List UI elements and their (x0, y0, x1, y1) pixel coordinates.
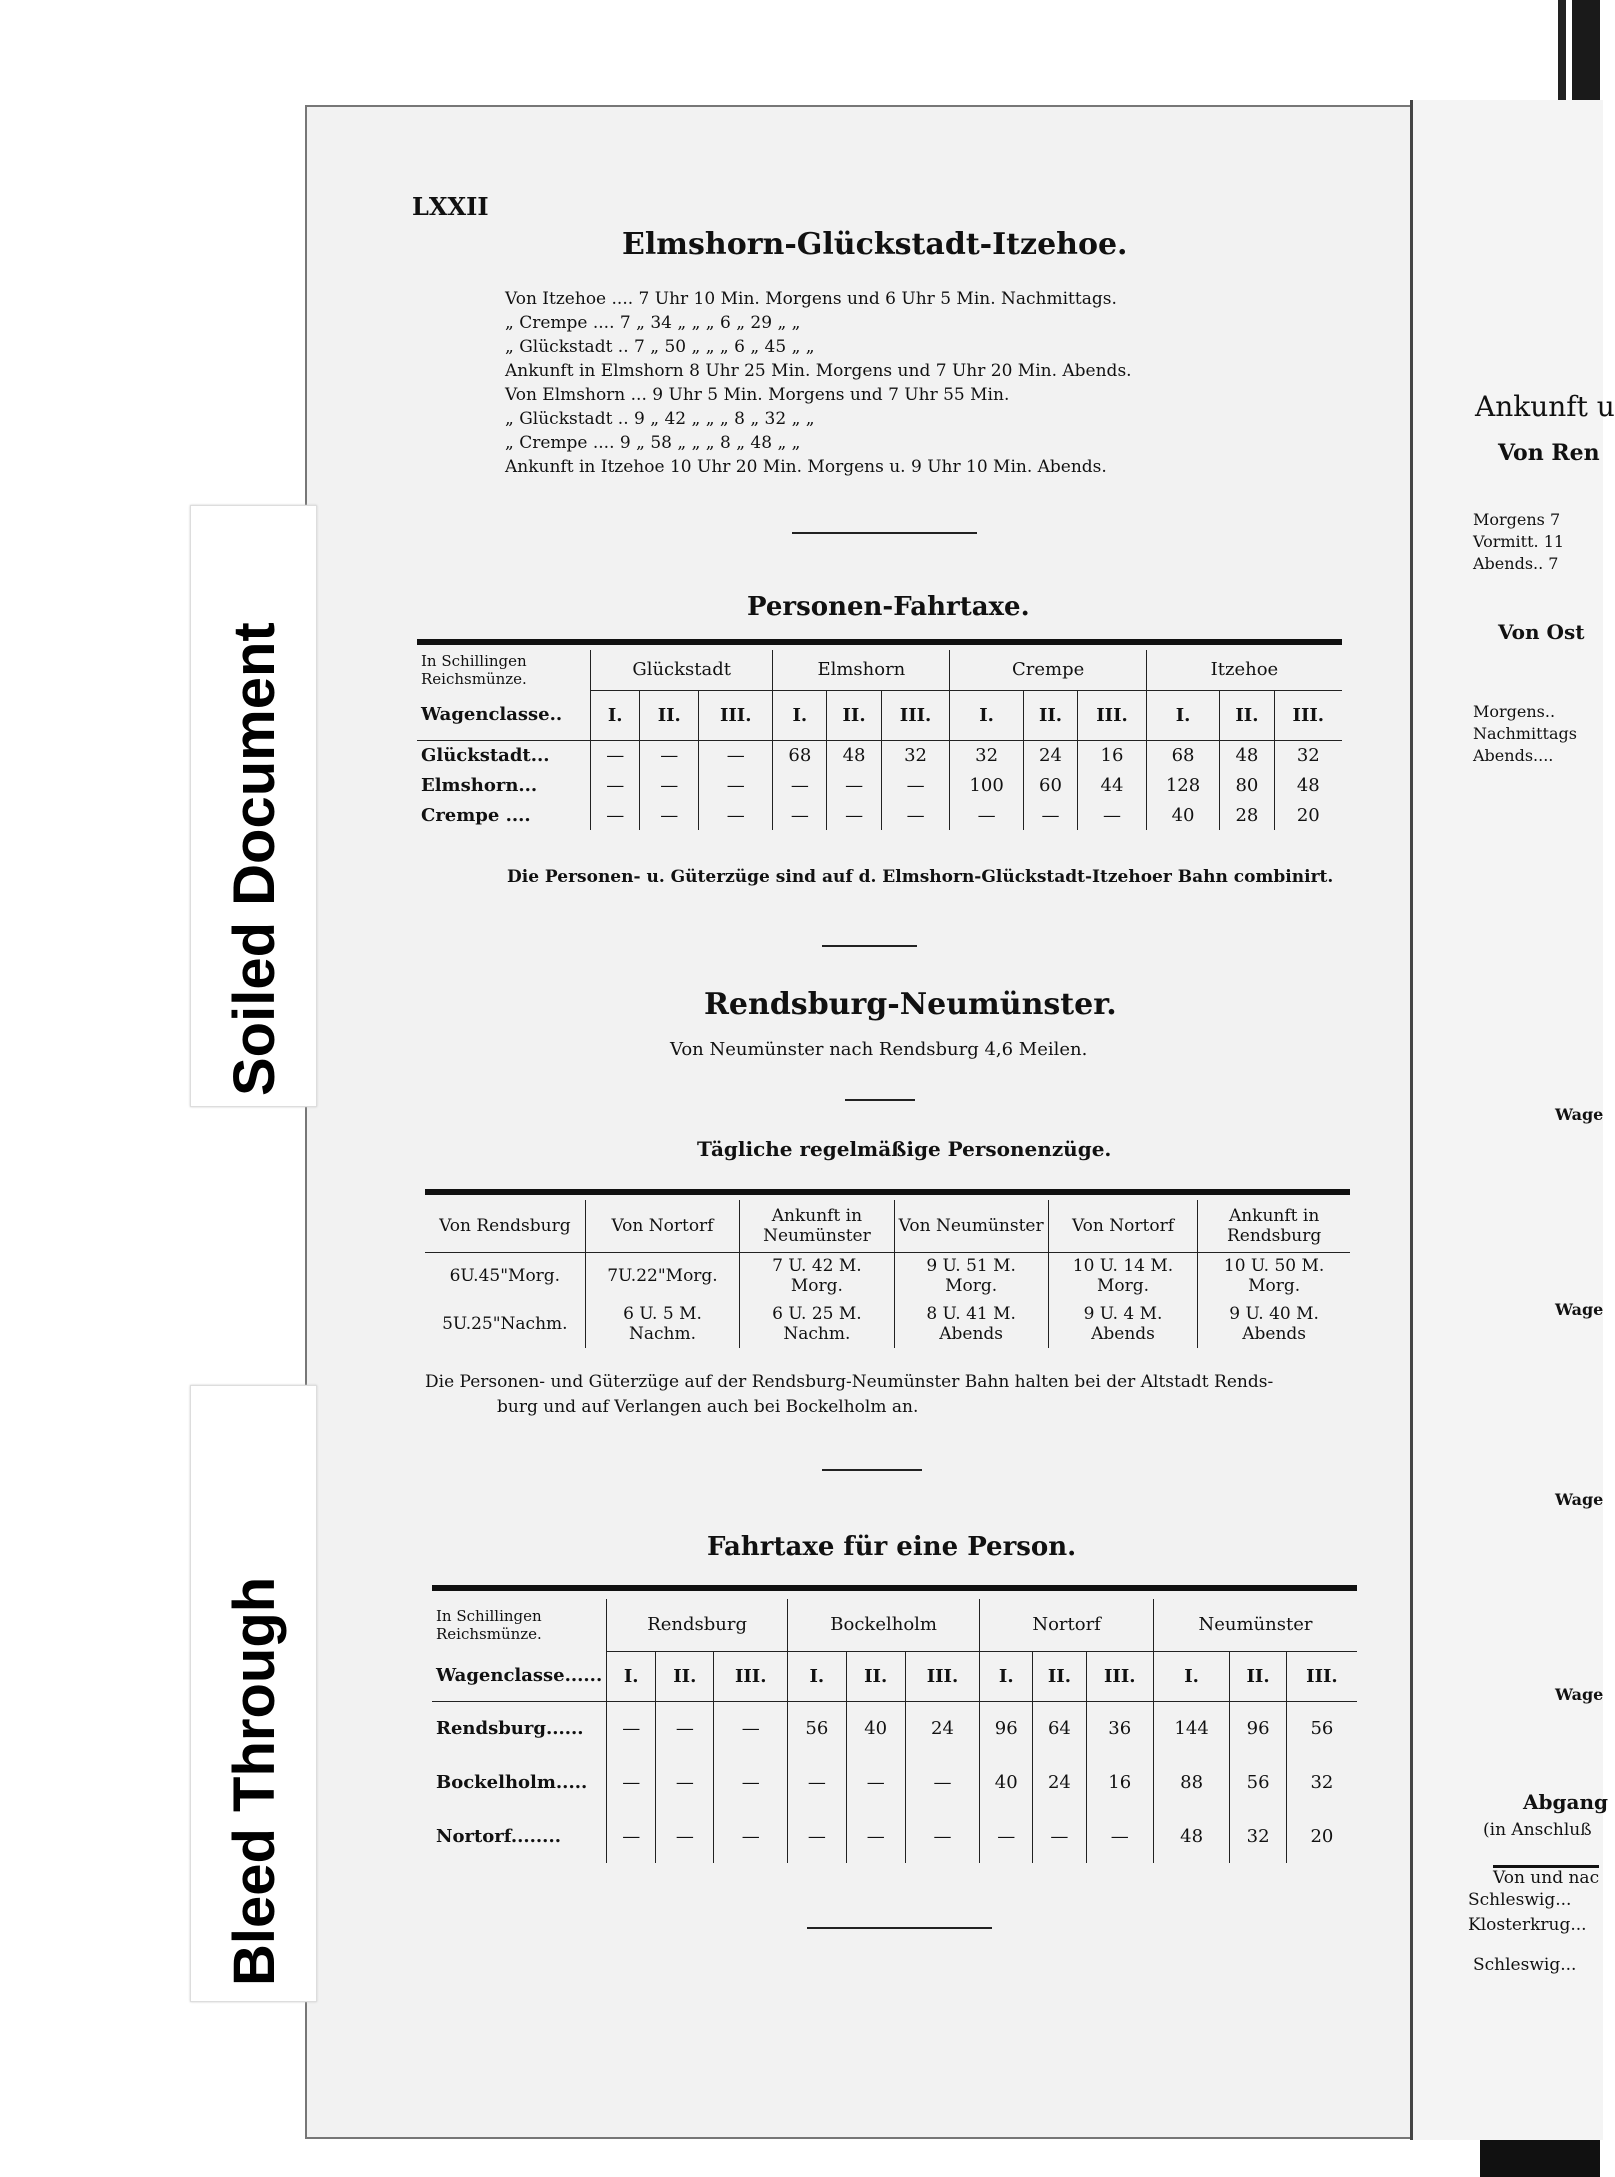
col-header: Ankunft in Neumünster (740, 1200, 894, 1252)
fare-cell: — (656, 1701, 714, 1755)
fare-cell: 56 (1230, 1755, 1287, 1809)
fare-cell: — (881, 800, 950, 830)
fare-cell: — (714, 1809, 788, 1863)
fare-cell: — (640, 770, 699, 800)
class-header: III. (1286, 1651, 1357, 1701)
fare-cell: 68 (1146, 740, 1219, 770)
fare-cell: — (980, 1809, 1033, 1863)
fare-cell: 60 (1023, 770, 1077, 800)
time-cell: 5U.25"Nachm. (442, 1314, 568, 1334)
schedule-line: „ Crempe .... 9 „ 58 „ „ „ 8 „ 48 „ „ (505, 433, 801, 453)
fare-cell: — (788, 1755, 847, 1809)
divider (822, 1469, 922, 1471)
facing-text: Ankunft u (1475, 390, 1615, 423)
class-header: II. (640, 690, 699, 740)
note-line: burg und auf Verlangen auch bei Bockelholm an. (497, 1397, 919, 1417)
fare-cell: 24 (905, 1701, 980, 1755)
note-combined: Die Personen- u. Güterzüge sind auf d. Elmshorn-Glückstadt-Itzehoer Bahn combinirt. (507, 867, 1334, 887)
time-cell: 10 U. 50 M. Morg. (1198, 1252, 1350, 1300)
facing-text: Von Ost (1498, 620, 1585, 644)
fare-cell: 48 (1274, 770, 1342, 800)
row-label: Rendsburg...... (436, 1717, 584, 1739)
fare-cell: — (773, 800, 827, 830)
divider (792, 532, 977, 534)
row-label: Crempe .... (421, 804, 531, 826)
facing-text: Wage (1555, 1490, 1604, 1509)
class-row-label: Wagenclasse...... (436, 1665, 603, 1687)
fare-cell: — (905, 1809, 980, 1863)
fare-cell: — (950, 800, 1023, 830)
table-top-rule (432, 1585, 1357, 1591)
fare-cell: — (714, 1755, 788, 1809)
document-page (305, 105, 1429, 2139)
class-header: I. (773, 690, 827, 740)
time-cell: 6 U. 5 M. Nachm. (585, 1300, 740, 1348)
fare-cell: — (846, 1755, 905, 1809)
station-header: Itzehoe (1146, 650, 1342, 690)
station-header: Nortorf (980, 1599, 1154, 1651)
schedule-line: Von Itzehoe .... 7 Uhr 10 Min. Morgens und 6 Uhr 5 Min. Nachmittags. (505, 289, 1117, 309)
fare-cell: 16 (1078, 740, 1147, 770)
section-title-elmshorn: Elmshorn-Glückstadt-Itzehoe. (622, 227, 1128, 262)
schedule-lines (505, 287, 1132, 479)
facing-text: Wage (1555, 1105, 1604, 1124)
schedule-line: „ Glückstadt .. 7 „ 50 „ „ „ 6 „ 45 „ „ (505, 337, 815, 357)
fare-cell: — (607, 1755, 656, 1809)
facing-text: Von Ren (1498, 440, 1600, 466)
fare-cell: — (714, 1701, 788, 1755)
time-cell: 7U.22"Morg. (585, 1252, 740, 1300)
label-bleed-through (190, 1385, 317, 2002)
section-title-fahrtaxe: Fahrtaxe für eine Person. (707, 1532, 1077, 1562)
facing-text: Klosterkrug... (1468, 1915, 1587, 1935)
fare-cell: 40 (1146, 800, 1219, 830)
class-row-label: Wagenclasse.. (421, 704, 563, 726)
class-header: II. (656, 1651, 714, 1701)
facing-text: Schleswig... (1473, 1955, 1577, 1975)
fare-cell: — (640, 800, 699, 830)
fare-cell: 80 (1220, 770, 1274, 800)
fare-cell: 68 (773, 740, 827, 770)
col-header: Von Nortorf (1048, 1200, 1197, 1252)
class-header: III. (1274, 690, 1342, 740)
facing-text: Morgens.. (1473, 702, 1556, 721)
facing-text: (in Anschluß (1483, 1820, 1592, 1840)
table-row (425, 1300, 1350, 1348)
station-header: Crempe (950, 650, 1146, 690)
fare-cell: — (699, 800, 773, 830)
class-header: I. (607, 1651, 656, 1701)
fare-cell: — (1086, 1809, 1153, 1863)
fare-cell: 48 (1153, 1809, 1229, 1863)
class-header: III. (1086, 1651, 1153, 1701)
class-header: I. (950, 690, 1023, 740)
time-cell: 9 U. 51 M. Morg. (894, 1252, 1048, 1300)
table-row (417, 770, 1342, 800)
class-header: I. (1146, 690, 1219, 740)
fare-cell: — (788, 1809, 847, 1863)
class-header: III. (699, 690, 773, 740)
facing-text: Abends.. 7 (1473, 554, 1559, 573)
col-header: Von Neumünster (894, 1200, 1048, 1252)
fare-cell: — (640, 740, 699, 770)
fare-cell: — (591, 740, 640, 770)
fare-cell: 128 (1146, 770, 1219, 800)
fare-cell: 20 (1274, 800, 1342, 830)
fare-cell: 28 (1220, 800, 1274, 830)
class-header: I. (980, 1651, 1033, 1701)
fare-cell: — (656, 1755, 714, 1809)
time-cell: 7 U. 42 M. Morg. (740, 1252, 894, 1300)
fare-cell: — (827, 770, 881, 800)
fare-cell: 24 (1033, 1755, 1086, 1809)
fare-cell: 64 (1033, 1701, 1086, 1755)
time-cell: 8 U. 41 M. Abends (894, 1300, 1048, 1348)
fare-cell: 32 (950, 740, 1023, 770)
fare-cell: — (699, 740, 773, 770)
note-line: Die Personen- und Güterzüge auf der Rendsburg-Neumünster Bahn halten bei der Altstadt Rends- (425, 1372, 1274, 1392)
table-row (432, 1809, 1357, 1863)
fare-cell: — (591, 770, 640, 800)
fare-cell: 24 (1023, 740, 1077, 770)
row-label: Elmshorn... (421, 774, 538, 796)
fare-cell: 32 (1286, 1755, 1357, 1809)
table-row (417, 740, 1342, 770)
fare-cell: — (846, 1809, 905, 1863)
divider (807, 1927, 992, 1929)
facing-page (1410, 100, 1615, 2140)
fare-cell: 32 (881, 740, 950, 770)
table-row (417, 800, 1342, 830)
fare-cell: 40 (980, 1755, 1033, 1809)
class-header: III. (714, 1651, 788, 1701)
table-row (425, 1252, 1350, 1300)
fare-table-elmshorn (417, 650, 1342, 830)
schedule-line: Ankunft in Itzehoe 10 Uhr 20 Min. Morgens u. 9 Uhr 10 Min. Abends. (505, 457, 1107, 477)
fare-cell: 48 (827, 740, 881, 770)
fare-cell: 32 (1230, 1809, 1287, 1863)
label-soiled-document (190, 505, 317, 1107)
fare-table-rendsburg (432, 1599, 1357, 1863)
scan-edge-mark (1558, 0, 1566, 100)
fare-cell: — (1078, 800, 1147, 830)
class-header: II. (1033, 1651, 1086, 1701)
schedule-line: Von Elmshorn ... 9 Uhr 5 Min. Morgens und 7 Uhr 55 Min. (505, 385, 1010, 405)
fare-cell: 32 (1274, 740, 1342, 770)
fare-cell: 48 (1220, 740, 1274, 770)
fare-cell: 36 (1086, 1701, 1153, 1755)
section-subtitle: Von Neumünster nach Rendsburg 4,6 Meilen. (670, 1039, 1088, 1060)
fare-cell: 20 (1286, 1809, 1357, 1863)
table-row (432, 1755, 1357, 1809)
fare-cell: 96 (980, 1701, 1033, 1755)
row-label: Glückstadt... (421, 744, 550, 766)
fare-cell: 56 (788, 1701, 847, 1755)
class-header: II. (827, 690, 881, 740)
time-cell: 9 U. 4 M. Abends (1048, 1300, 1197, 1348)
row-label: Bockelholm..... (436, 1771, 588, 1793)
facing-text: Nachmittags (1473, 724, 1577, 743)
class-header: II. (1230, 1651, 1287, 1701)
station-header: Rendsburg (607, 1599, 788, 1651)
divider (845, 1099, 915, 1101)
facing-text: Wage (1555, 1685, 1604, 1704)
fare-cell: 16 (1086, 1755, 1153, 1809)
schedule-line: „ Crempe .... 7 „ 34 „ „ „ 6 „ 29 „ „ (505, 313, 801, 333)
fare-cell: — (607, 1809, 656, 1863)
section-title-personen-fahrtaxe: Personen-Fahrtaxe. (747, 592, 1030, 622)
station-header: Elmshorn (773, 650, 950, 690)
table-corner-label: In Schillingen Reichsmünze. (421, 652, 527, 688)
fare-cell: 100 (950, 770, 1023, 800)
timetable-rendsburg (425, 1200, 1350, 1348)
schedule-line: Ankunft in Elmshorn 8 Uhr 25 Min. Morgens und 7 Uhr 20 Min. Abends. (505, 361, 1132, 381)
station-header: Glückstadt (591, 650, 773, 690)
class-header: II. (1220, 690, 1274, 740)
table-row (432, 1701, 1357, 1755)
time-cell: 9 U. 40 M. Abends (1198, 1300, 1350, 1348)
row-label: Nortorf........ (436, 1825, 561, 1847)
label-text: Bleed Through (222, 1576, 287, 1986)
section-subhead: Tägliche regelmäßige Personenzüge. (697, 1137, 1112, 1161)
fare-cell: — (905, 1755, 980, 1809)
time-cell: 6U.45"Morg. (449, 1266, 561, 1287)
facing-text: Morgens 7 (1473, 510, 1561, 529)
facing-text: Vormitt. 11 (1473, 532, 1565, 551)
fare-cell: — (1023, 800, 1077, 830)
class-header: III. (905, 1651, 980, 1701)
col-header: Von Rendsburg (439, 1215, 571, 1236)
fare-cell: — (1033, 1809, 1086, 1863)
label-text: Soiled Document (222, 622, 287, 1096)
fare-cell: 96 (1230, 1701, 1287, 1755)
facing-text: Abends.... (1473, 746, 1554, 765)
schedule-line: „ Glückstadt .. 9 „ 42 „ „ „ 8 „ 32 „ „ (505, 409, 815, 429)
fare-cell: — (607, 1701, 656, 1755)
time-cell: 10 U. 14 M. Morg. (1048, 1252, 1197, 1300)
col-header: Ankunft in Rendsburg (1198, 1200, 1350, 1252)
class-header: II. (1023, 690, 1077, 740)
class-header: I. (591, 690, 640, 740)
fare-cell: — (881, 770, 950, 800)
facing-text: Abgang (1523, 1790, 1608, 1814)
fare-cell: — (699, 770, 773, 800)
fare-cell: — (773, 770, 827, 800)
section-title-rendsburg: Rendsburg-Neumünster. (704, 987, 1117, 1022)
fare-cell: 40 (846, 1701, 905, 1755)
class-header: III. (1078, 690, 1147, 740)
fare-cell: — (656, 1809, 714, 1863)
table-corner-label: In Schillingen Reichsmünze. (436, 1607, 542, 1643)
station-header: Neumünster (1153, 1599, 1357, 1651)
fare-cell: 144 (1153, 1701, 1229, 1755)
fare-cell: 88 (1153, 1755, 1229, 1809)
fare-cell: — (827, 800, 881, 830)
station-header: Bockelholm (788, 1599, 980, 1651)
fare-cell: 56 (1286, 1701, 1357, 1755)
class-header: I. (1153, 1651, 1229, 1701)
divider (822, 945, 917, 947)
table-top-rule (417, 639, 1342, 645)
page-number: LXXII (412, 192, 489, 221)
fare-cell: — (591, 800, 640, 830)
facing-text: Von und nac (1493, 1865, 1599, 1888)
class-header: II. (846, 1651, 905, 1701)
fare-cell: 44 (1078, 770, 1147, 800)
table-top-rule (425, 1189, 1350, 1195)
class-header: III. (881, 690, 950, 740)
facing-text: Schleswig... (1468, 1890, 1572, 1910)
facing-text: Wage (1555, 1300, 1604, 1319)
time-cell: 6 U. 25 M. Nachm. (740, 1300, 894, 1348)
class-header: I. (788, 1651, 847, 1701)
col-header: Von Nortorf (585, 1200, 740, 1252)
